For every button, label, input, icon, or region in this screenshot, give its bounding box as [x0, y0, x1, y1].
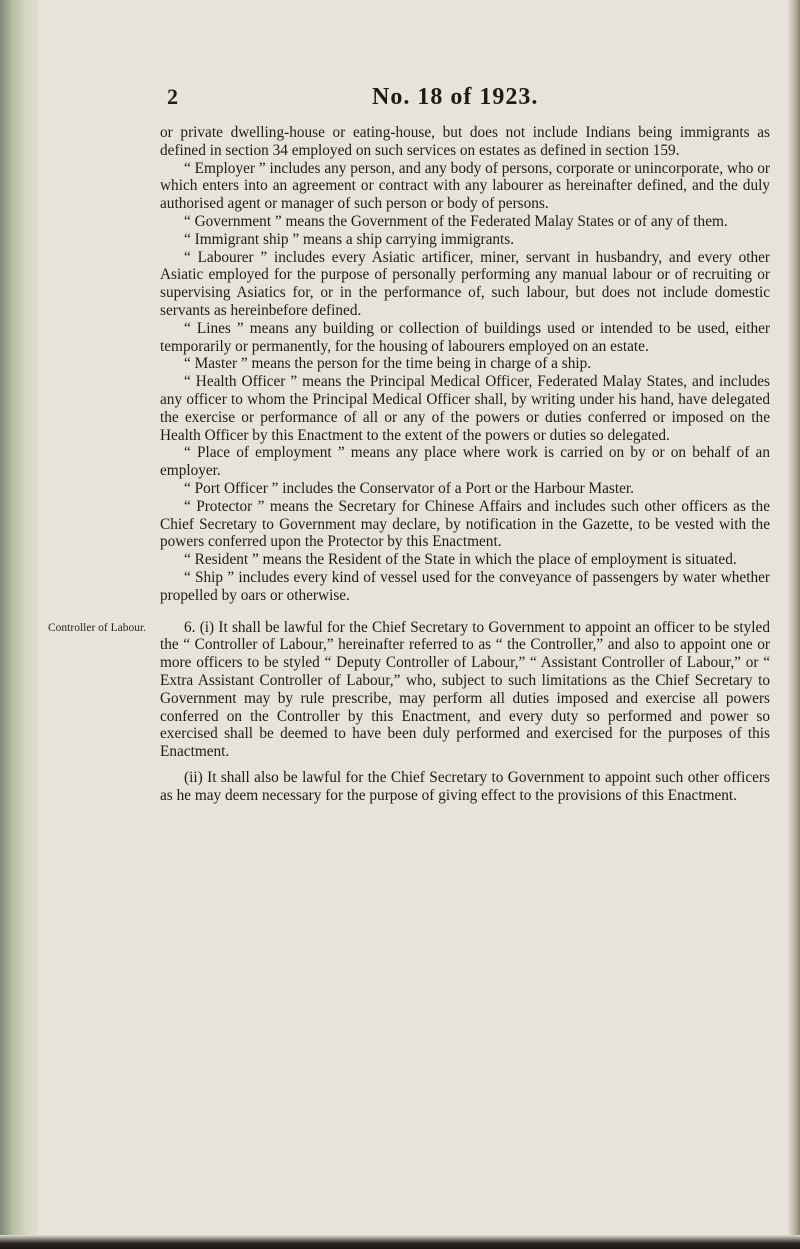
margin-note: Controller of Labour. [48, 621, 147, 634]
definition-port-officer: “ Port Officer ” includes the Conservator of a Port or the Harbour Master. [184, 479, 634, 497]
definition-lines: “ Lines ” means any building or collection of buildings used or intended to be used, either temporarily or permanently, for the housing of labourers employed on an estate. [160, 319, 770, 355]
definition-labourer: “ Labourer ” includes every Asiatic artificer, miner, servant in husbandry, and every other Asiatic employed for the purpose of personally performing any manual labour or of recruiting or supervising Asiatics for, or in the performance of, such labour, but does not include domestic servants as hereinbefore defined. [160, 248, 770, 319]
definition-resident: “ Resident ” means the Resident of the State in which the place of employment is situated. [184, 551, 737, 569]
definition-protector: “ Protector ” means the Secretary for Chinese Affairs and includes such other officers as the Chief Secretary to Government may declare, by notification in the Gazette, to be vested with the powers conferred upon the Protector by this Enactment. [160, 497, 770, 551]
definition-government: “ Government ” means the Government of the Federated Malay States or of any of them. [184, 212, 728, 230]
page-right-edge [788, 0, 800, 1249]
page-number: 2 [167, 84, 178, 109]
definition-ship: “ Ship ” includes every kind of vessel used for the conveyance of passengers by water whether propelled by oars or otherwise. [160, 568, 770, 604]
binding-gutter [0, 0, 38, 1249]
definition-master: “ Master ” means the person for the time being in charge of a ship. [184, 355, 592, 373]
page-title: No. 18 of 1923. [372, 84, 539, 110]
definition-health-officer: “ Health Officer ” means the Principal Medical Officer, Federated Malay States, and includes any officer to whom the Principal Medical Officer shall, by writing under his hand, have delegated the exercise or performance of all or any of the powers or duties conferred or imposed on the Health Officer by this Enactment to the extent of the powers or duties so delegated. [160, 373, 770, 444]
definition-immigrant-ship: “ Immigrant ship ” means a ship carrying immigrants. [184, 230, 515, 248]
section-6-clause-ii: (ii) It shall also be lawful for the Chief Secretary to Government to appoint such other officers as he may deem necessary for the purpose of giving effect to the provisions of this Enactment. [160, 768, 770, 804]
definition-employer: “ Employer ” includes any person, and any body of persons, corporate or unincorporate, who or which enters into an agreement or contract with any labourer as hereinafter defined, and the duly authorised agent or manager of such person or body of persons. [160, 159, 770, 213]
paragraph-continuation: or private dwelling-house or eating-house, but does not include Indians being immigrants as defined in section 34 employed on such services on estates as defined in section 159. [160, 124, 770, 159]
document-body [160, 124, 770, 804]
page-bottom-edge [0, 1235, 800, 1249]
definition-place-of-employment: “ Place of employment ” means any place where work is carried on by or on behalf of an employer. [160, 444, 770, 480]
section-6-clause-i: 6. (i) It shall be lawful for the Chief Secretary to Government to appoint an officer to be styled the “ Controller of Labour,” hereinafter referred to as “ the Controller,” and also to appoint one or more officers to be styled “ Deputy Controller of Labour,” “ Assistant Controller of Labour,” or “ Extra Assistant Controller of Labour,” who, subject to such limitations as the Chief Secretary to Government may by rule prescribe, may perform all duties imposed and exercise all powers conferred on the Controller by this Enactment, and every duty so performed and power so exercised shall be deemed to have been duly performed and exercised for the purposes of this Enactment. [160, 618, 770, 761]
